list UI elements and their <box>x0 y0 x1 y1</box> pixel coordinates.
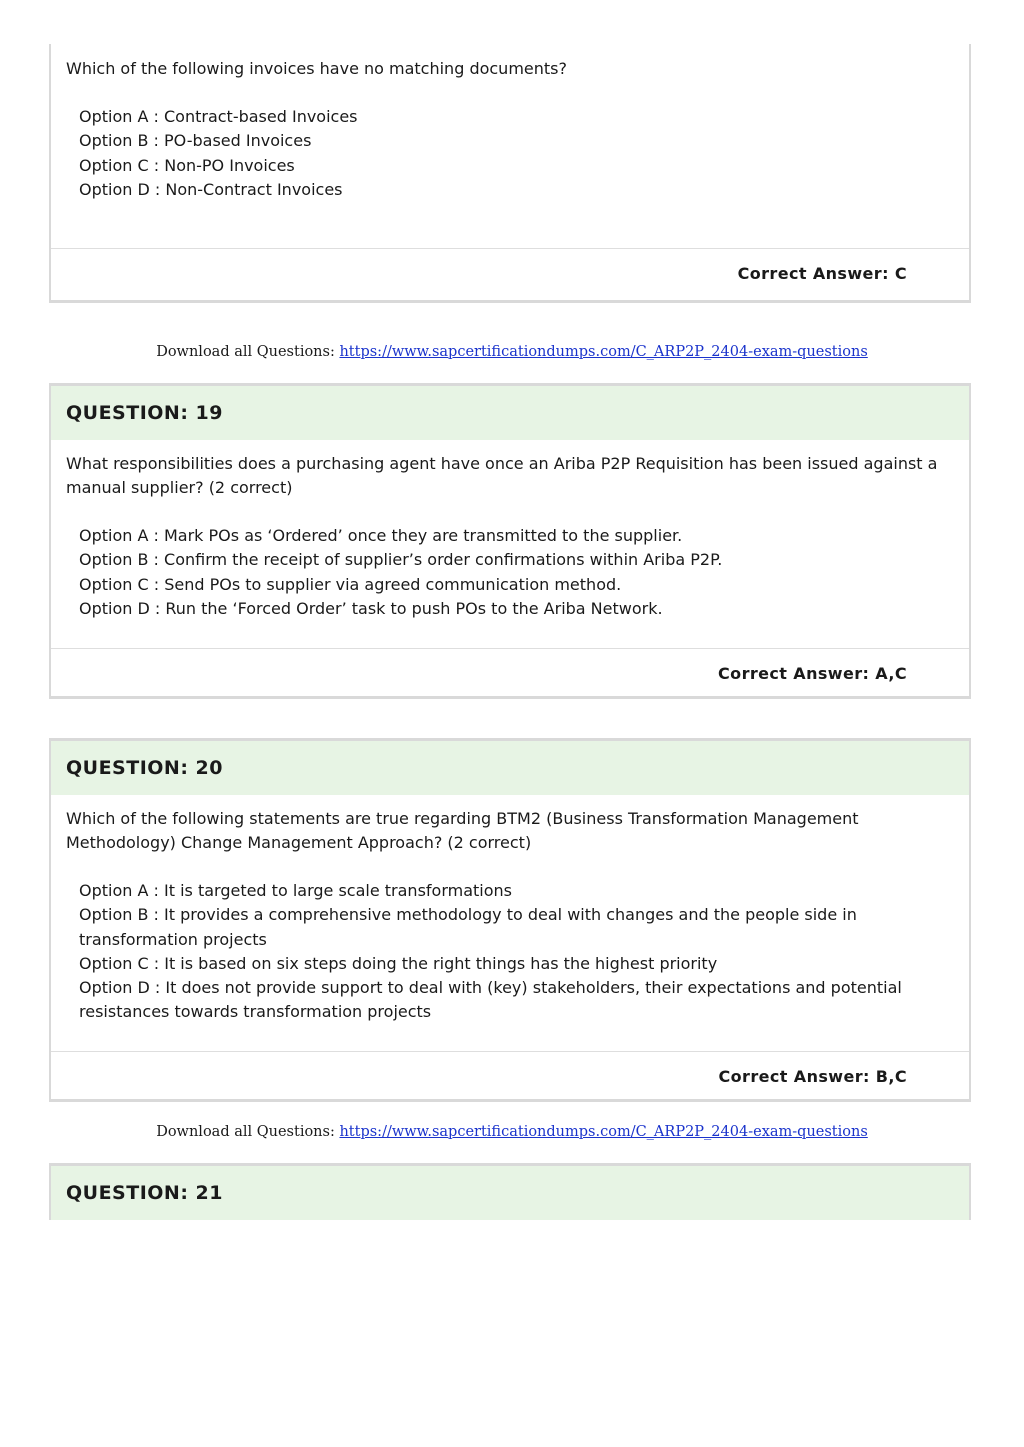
question-18-card <box>49 44 971 303</box>
option-c: Option C : Send POs to supplier via agreed communication method. <box>79 574 622 594</box>
question-20-card <box>49 738 971 1102</box>
question-21-title: QUESTION: 21 <box>51 1166 969 1220</box>
question-18-options <box>66 105 954 202</box>
question-18-body <box>51 44 969 248</box>
option-c: Option C : It is based on six steps doing the right things has the highest priority <box>79 953 718 973</box>
question-20-text: Which of the following statements are true regarding BTM2 (Business Transformation Management Methodology) Change Management Approach? (2 correct) <box>66 809 859 852</box>
question-18-text: Which of the following invoices have no matching documents? <box>66 59 567 78</box>
option-b: Option B : Confirm the receipt of supplier’s order confirmations within Ariba P2P. <box>79 550 723 570</box>
download-line <box>0 344 1024 360</box>
option-c: Option C : Non-PO Invoices <box>79 155 295 175</box>
option-d: Option D : Run the ‘Forced Order’ task to push POs to the Ariba Network. <box>79 598 663 618</box>
option-a: Option A : Mark POs as ‘Ordered’ once they are transmitted to the supplier. <box>79 526 683 545</box>
download-label: Download all Questions: <box>156 344 340 360</box>
question-19-body <box>51 440 969 648</box>
question-19-text: What responsibilities does a purchasing agent have once an Ariba P2P Requisition has been issued against a manual supplier? (2 correct) <box>66 454 938 497</box>
download-link[interactable]: https://www.sapcertificationdumps.com/C_ARP2P_2404-exam-questions <box>339 344 868 360</box>
option-d: Option D : Non-Contract Invoices <box>79 179 343 199</box>
question-20-title: QUESTION: 20 <box>51 741 969 795</box>
download-label: Download all Questions: <box>156 1124 340 1140</box>
option-b: Option B : It provides a comprehensive methodology to deal with changes and the people side in transformation projects <box>79 905 857 949</box>
question-19-card <box>49 383 971 699</box>
question-19-answer: Correct Answer: A,C <box>51 648 969 698</box>
option-d: Option D : It does not provide support to deal with (key) stakeholders, their expectations and potential resistances towards transformation projects <box>79 978 902 1022</box>
option-a: Option A : Contract-based Invoices <box>79 107 358 126</box>
option-b: Option B : PO-based Invoices <box>79 131 312 151</box>
download-line-2 <box>0 1124 1024 1140</box>
question-20-body <box>51 795 969 1051</box>
question-21-card <box>49 1163 971 1220</box>
download-link[interactable]: https://www.sapcertificationdumps.com/C_ARP2P_2404-exam-questions <box>339 1124 868 1140</box>
question-20-options <box>66 879 954 1025</box>
option-a: Option A : It is targeted to large scale transformations <box>79 881 512 900</box>
question-18-answer: Correct Answer: C <box>51 248 969 298</box>
question-20-answer: Correct Answer: B,C <box>51 1051 969 1101</box>
question-19-options <box>66 524 954 621</box>
question-19-title: QUESTION: 19 <box>51 386 969 440</box>
